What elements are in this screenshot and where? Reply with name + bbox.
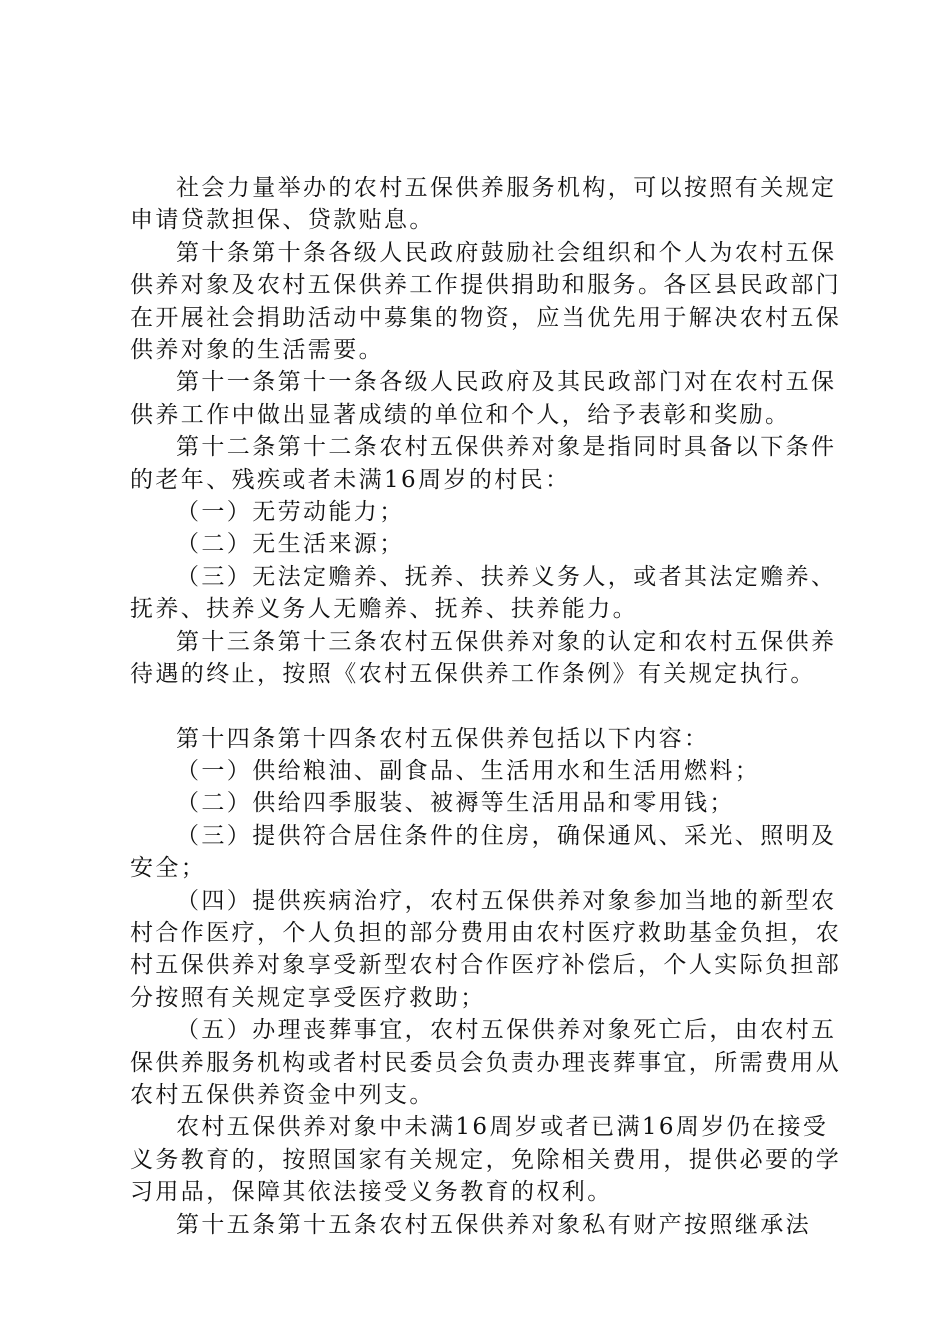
list-item: （一）供给粮油、副食品、生活用水和生活用燃料； [176,757,761,784]
list-item: （三）提供符合居住条件的住房，确保通风、采光、照明及安全； [130,822,837,882]
paragraph: 第十条第十条各级人民政府鼓励社会组织和个人为农村五保供养对象及农村五保供养工作提供捐助和服务。各区县民政部门在开展社会捐助活动中募集的物资，应当优先用于解决农村五保供养对象的生活需要。 [130,239,842,364]
document-body [130,172,850,1241]
list-item: （四）提供疾病治疗，农村五保供养对象参加当地的新型农村合作医疗，个人负担的部分费用由农村医疗救助基金负担，农村五保供养对象享受新型农村合作医疗补偿后，个人实际负担部分按照有关规定享受医疗救助； [130,887,842,1011]
paragraph: 第十五条第十五条农村五保供养对象私有财产按照继承法 [176,1211,811,1238]
list-item: （二）供给四季服装、被褥等生活用品和零用钱； [176,790,735,817]
paragraph: 第十一条第十一条各级人民政府及其民政部门对在农村五保供养工作中做出显著成绩的单位和个人，给予表彰和奖励。 [130,369,837,428]
paragraph: 第十四条第十四条农村五保供养包括以下内容： [176,725,710,752]
list-item: （五）办理丧葬事宜，农村五保供养对象死亡后，由农村五保供养服务机构或者村民委员会负责办理丧葬事宜，所需费用从农村五保供养资金中列支。 [130,1017,842,1108]
paragraph: 第十三条第十三条农村五保供养对象的认定和农村五保供养待遇的终止，按照《农村五保供养工作条例》有关规定执行。 [130,628,837,688]
paragraph: 第十二条第十二条农村五保供养对象是指同时具备以下条件的老年、残疾或者未满16周岁的村民： [130,434,837,493]
list-item: （二）无生活来源； [176,531,405,558]
list-item: （三）无法定赡养、抚养、扶养义务人，或者其法定赡养、抚养、扶养义务人无赡养、抚养、扶养能力。 [130,563,837,623]
paragraph: 社会力量举办的农村五保供养服务机构，可以按照有关规定申请贷款担保、贷款贴息。 [130,175,837,234]
list-item: （一）无劳动能力； [176,499,405,526]
paragraph: 农村五保供养对象中未满16周岁或者已满16周岁仍在接受义务教育的，按照国家有关规定，免除相关费用，提供必要的学习用品，保障其依法接受义务教育的权利。 [130,1114,842,1206]
